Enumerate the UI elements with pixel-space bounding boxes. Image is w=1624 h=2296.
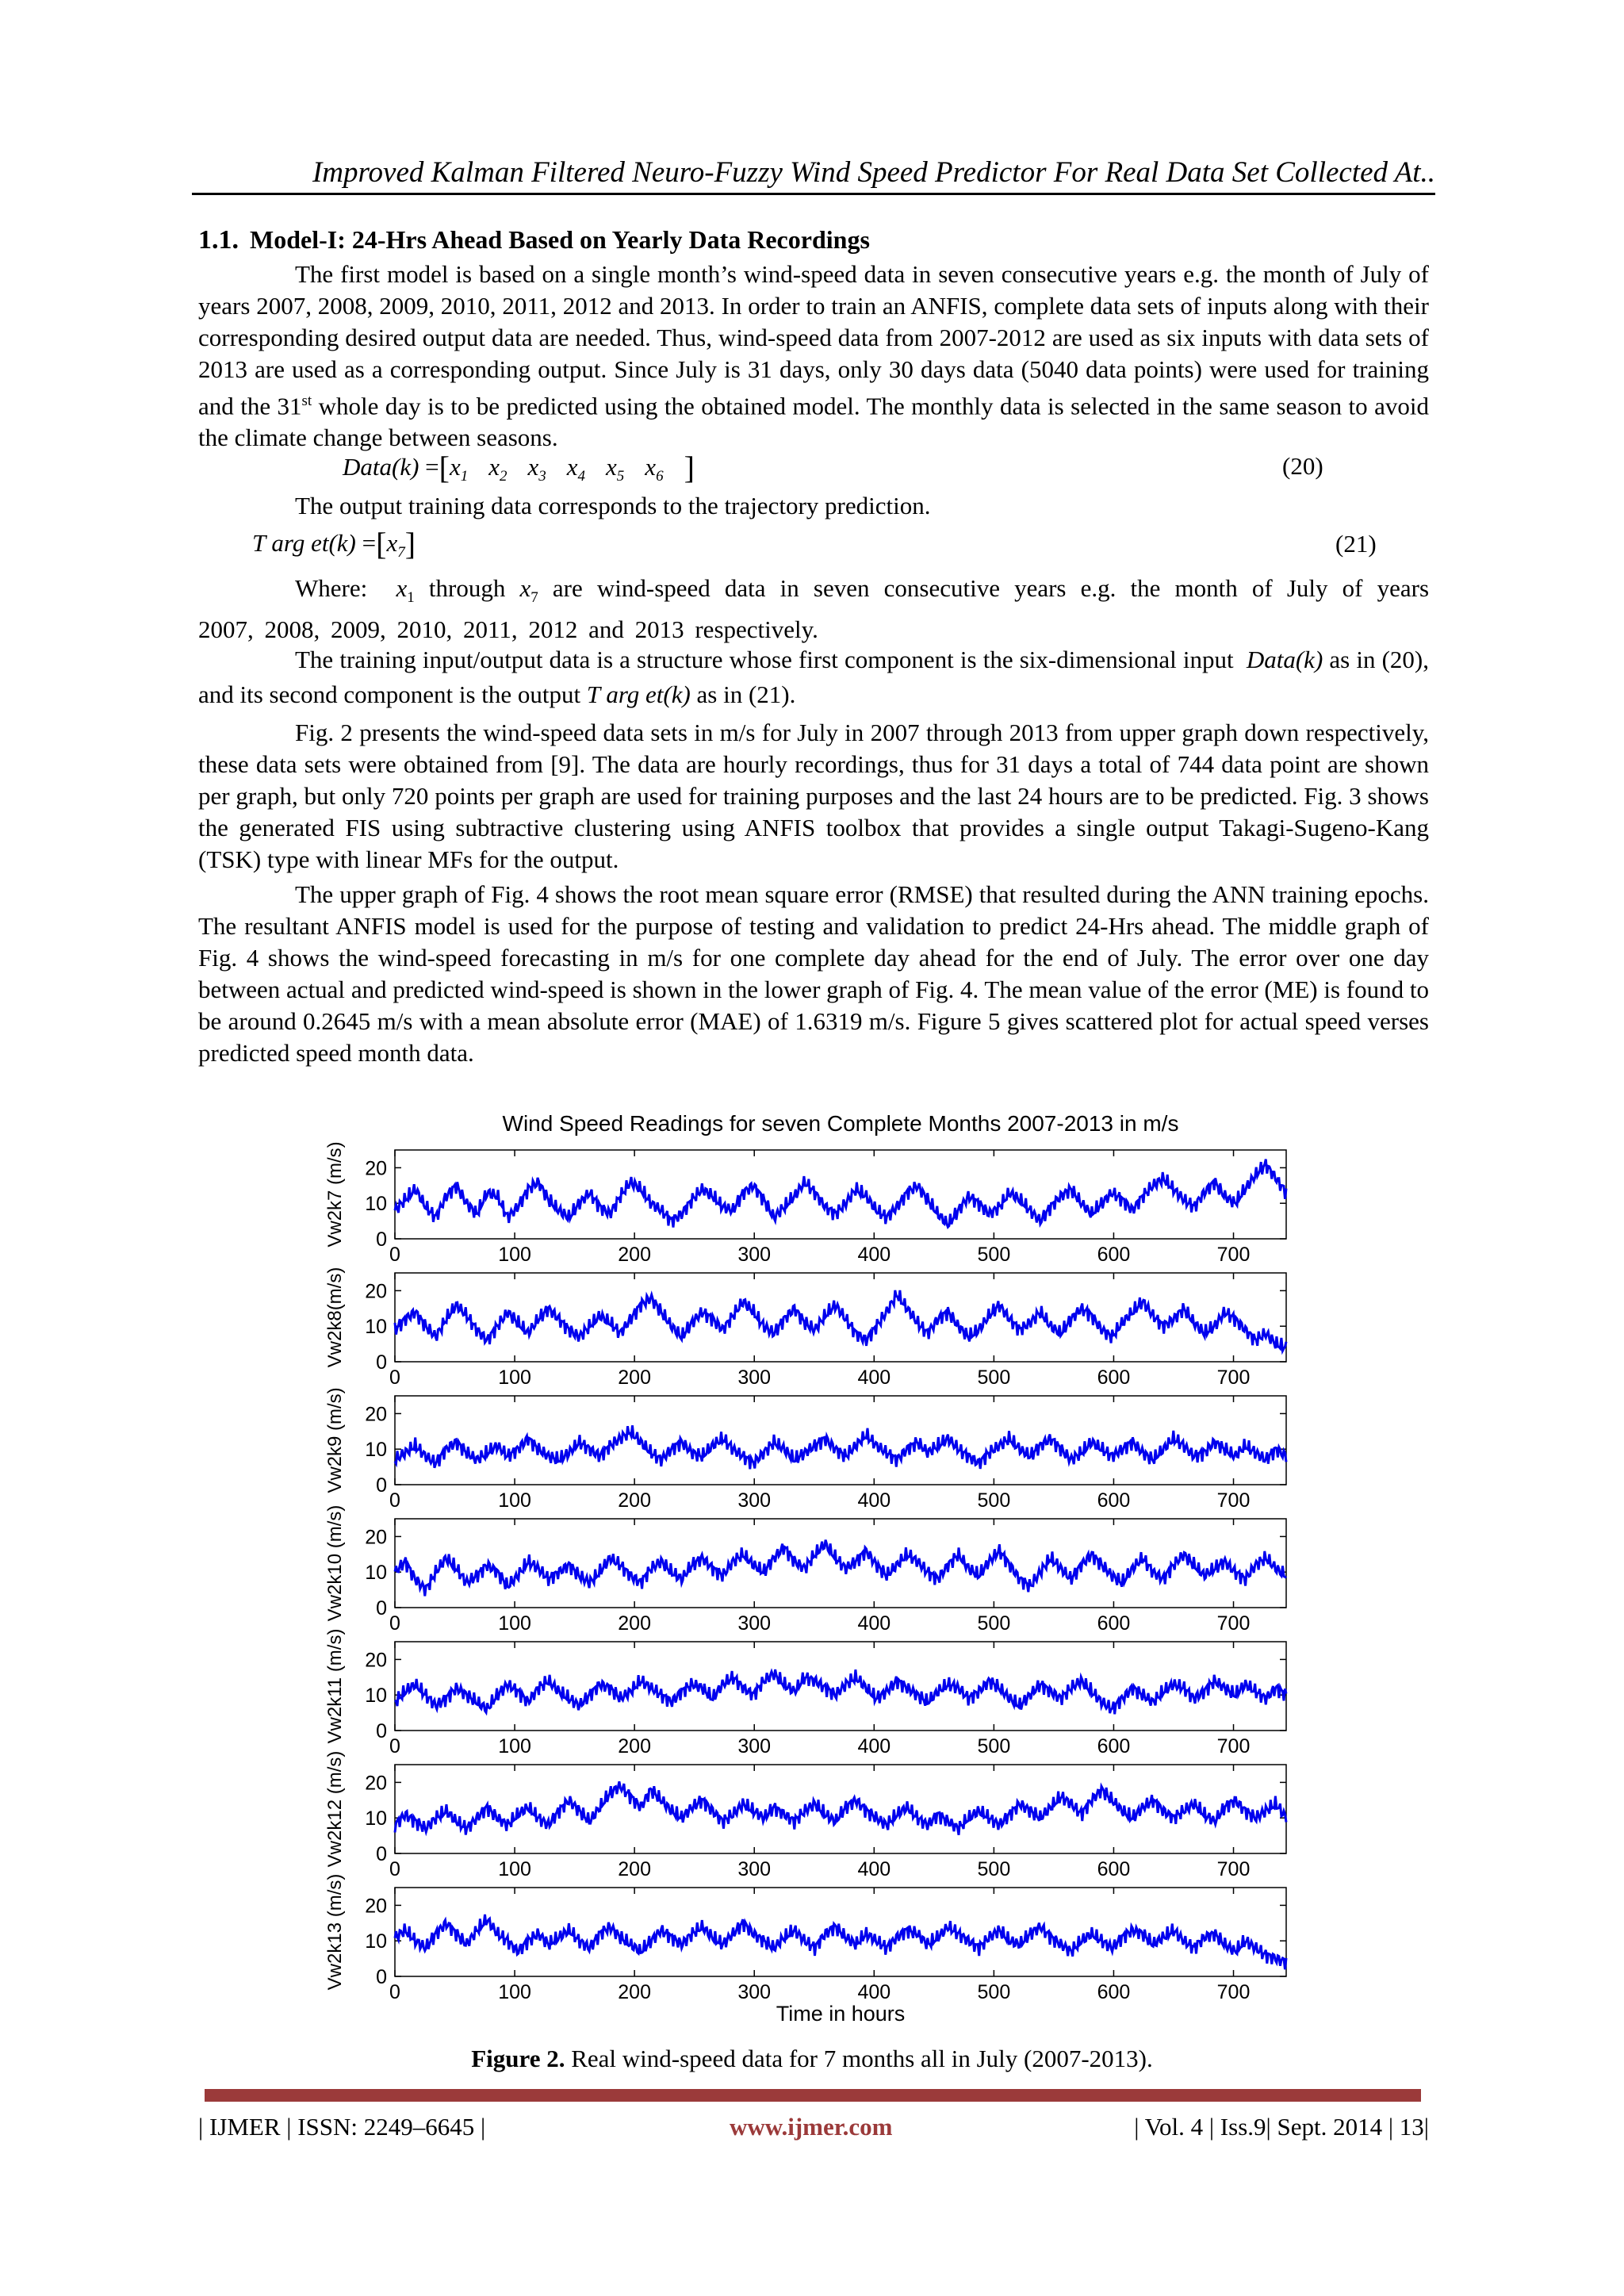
x-tick-label: 700: [1216, 1735, 1251, 1757]
x-tick-label: 0: [389, 1981, 400, 2003]
x-tick-label: 600: [1097, 1244, 1131, 1266]
x-tick-label: 700: [1216, 1366, 1251, 1389]
eq20-var-1: $x_1$: [449, 453, 469, 485]
running-header: Improved Kalman Filtered Neuro-Fuzzy Wind Speed Predictor For Real Data Set Collected At..: [312, 156, 1435, 189]
equation-20-number: (20): [1282, 452, 1323, 480]
x-tick-label: 200: [618, 1244, 652, 1266]
y-tick-label: 0: [376, 1720, 387, 1742]
paragraph-1: [198, 259, 1429, 454]
x-tick-label: 200: [618, 1735, 652, 1757]
x-tick-label: 400: [857, 1858, 891, 1880]
y-tick-label: 0: [376, 1351, 387, 1374]
y-tick-label: 20: [365, 1772, 387, 1795]
paragraph-4: [198, 642, 1429, 712]
series-line: [395, 1425, 1286, 1469]
x-tick-label: 600: [1097, 1735, 1131, 1757]
x-tick-label: 500: [977, 1366, 1011, 1389]
eq20-variables: [449, 453, 684, 485]
x-tick-label: 100: [498, 1735, 531, 1757]
header-rule: [192, 193, 1435, 195]
eq21-lhs: T arg et(k): [252, 529, 356, 557]
x-tick-label: 100: [498, 1366, 531, 1389]
x-tick-label: 200: [618, 1366, 652, 1389]
y-tick-label: 20: [365, 1280, 387, 1303]
x-tick-label: 100: [498, 1858, 531, 1880]
paragraph-3-text-a: Where:: [295, 574, 368, 602]
panel-frame: [395, 1642, 1286, 1731]
figure-2: [317, 1101, 1308, 2037]
y-tick-label: 20: [365, 1403, 387, 1426]
y-axis-label: Vw2k7 (m/s): [324, 1141, 346, 1248]
x-tick-label: 400: [857, 1981, 891, 2003]
y-tick-label: 20: [365, 1649, 387, 1672]
series-line: [395, 1669, 1286, 1714]
eq20-lhs: Data(k): [343, 453, 419, 481]
x-tick-label: 600: [1097, 1858, 1131, 1880]
x-tick-label: 400: [857, 1366, 891, 1389]
panel-frame: [395, 1273, 1286, 1362]
x-tick-label: 500: [977, 1735, 1011, 1757]
x-tick-label: 400: [857, 1489, 891, 1512]
series-line: [395, 1781, 1286, 1835]
section-title: Model-I: 24-Hrs Ahead Based on Yearly Data Recordings: [250, 225, 870, 254]
eq20-var-3: $x_3$: [527, 453, 546, 485]
y-axis-label: Vw2k12 (m/s): [324, 1750, 346, 1868]
y-tick-label: 20: [365, 1157, 387, 1180]
section-heading: [198, 225, 870, 255]
y-tick-label: 10: [365, 1930, 387, 1953]
chart-title: Wind Speed Readings for seven Complete Months 2007-2013 in m/s: [502, 1111, 1179, 1136]
y-tick-label: 10: [365, 1193, 387, 1216]
series-line: [395, 1290, 1286, 1351]
y-axis-label: Vw2k10 (m/s): [324, 1504, 346, 1622]
x-tick-label: 0: [389, 1366, 400, 1389]
series-line: [395, 1540, 1286, 1596]
x-tick-label: 300: [737, 1981, 772, 2003]
data-k: Data(k): [1246, 646, 1323, 673]
y-axis-label: Vw2k11 (m/s): [324, 1628, 346, 1744]
y-axis-label: Vw2k8(m/s): [324, 1267, 346, 1368]
x-tick-label: 600: [1097, 1366, 1131, 1389]
paragraph-3-text-d: 2007, 2008, 2009, 2010, 2011, 2012 and 2013 respectively.: [198, 615, 818, 644]
paragraph-2: The output training data corresponds to the trajectory prediction.: [295, 492, 931, 519]
x-tick-label: 100: [498, 1981, 531, 2003]
x-tick-label: 0: [389, 1489, 400, 1512]
x-tick-label: 600: [1097, 1489, 1131, 1512]
y-axis-label: Vw2k9 (m/s): [324, 1387, 346, 1493]
paragraph-4-text-c: as in (21).: [696, 680, 796, 708]
footer-journal-issn: | IJMER | ISSN: 2249–6645 |: [198, 2113, 486, 2141]
equation-21: T arg $et(k) =[x_7]$: [252, 526, 416, 562]
x-tick-label: 300: [737, 1489, 772, 1512]
x-tick-label: 300: [737, 1735, 772, 1757]
x-tick-label: 300: [737, 1858, 772, 1880]
y-tick-label: 20: [365, 1895, 387, 1918]
x-tick-label: 300: [737, 1612, 772, 1635]
paragraph-3-text-c: are wind-speed data in seven consecutive years e.g. the month of July of years: [552, 574, 1430, 602]
x-tick-label: 200: [618, 1858, 652, 1880]
x-tick-label: 500: [977, 1612, 1011, 1635]
x-tick-label: 0: [389, 1612, 400, 1635]
x-tick-label: 700: [1216, 1858, 1251, 1880]
panel-frame: [395, 1150, 1286, 1239]
paragraph-3-text-b: through: [428, 574, 506, 602]
paragraph-3: [198, 573, 1429, 646]
eq21-var: x: [386, 529, 398, 557]
x-tick-label: 600: [1097, 1612, 1131, 1635]
x-tick-label: 0: [389, 1244, 400, 1266]
paragraph-1-text-a: The first model is based on a single month’s wind-speed data in seven consecutive years e.g. the month of July of years 2007, 2008, 2009, 2010, 2011, 2012 and 2013. In order to train an ANFIS, complete data sets of inputs along with their corresponding desired output data are needed. Thus, wind-speed data from 2007-2012 are used as six inputs with data sets of 2013 are used as a corresponding output. Since July is 31 days, only 30 days data (5040 data points) were used for training and the 31: [198, 260, 1429, 420]
x-tick-label: 200: [618, 1981, 652, 2003]
y-tick-label: 0: [376, 1966, 387, 1988]
x-tick-label: 500: [977, 1858, 1011, 1880]
y-tick-label: 10: [365, 1685, 387, 1708]
paragraph-1-superscript: st: [301, 393, 312, 409]
y-tick-label: 10: [365, 1439, 387, 1462]
x-tick-label: 700: [1216, 1244, 1251, 1266]
x-tick-label: 300: [737, 1244, 772, 1266]
x-tick-label: 0: [389, 1858, 400, 1880]
y-tick-label: 0: [376, 1597, 387, 1619]
x7-sub: 7: [530, 589, 538, 607]
x-tick-label: 300: [737, 1366, 772, 1389]
x-axis-label: Time in hours: [776, 2002, 906, 2026]
x-tick-label: 500: [977, 1981, 1011, 2003]
x-tick-label: 100: [498, 1244, 531, 1266]
y-tick-label: 0: [376, 1474, 387, 1497]
paragraph-1-text-b: whole day is to be predicted using the obtained model. The monthly data is selected in the same season to avoid the climate change between seasons.: [198, 392, 1429, 452]
x-tick-label: 400: [857, 1735, 891, 1757]
eq20-var-5: $x_5$: [606, 453, 625, 485]
x-tick-label: 500: [977, 1489, 1011, 1512]
equation-21-number: (21): [1335, 530, 1377, 558]
x-tick-label: 700: [1216, 1612, 1251, 1635]
eq20-var-4: $x_4$: [566, 453, 586, 485]
x-tick-label: 700: [1216, 1981, 1251, 2003]
x-tick-label: 600: [1097, 1981, 1131, 2003]
x-tick-label: 100: [498, 1612, 531, 1635]
x-tick-label: 0: [389, 1735, 400, 1757]
footer-rule: [205, 2089, 1421, 2102]
figure-caption-text: Real wind-speed data for 7 months all in July (2007-2013).: [565, 2045, 1153, 2072]
y-tick-label: 0: [376, 1228, 387, 1251]
paragraph-5: Fig. 2 presents the wind-speed data sets in m/s for July in 2007 through 2013 from upper graph down respectively, these data sets were obtained from [9]. The data are hourly recordings, thus for 31 days a total of 744 data point are shown per graph, but only 720 points per graph are used for training purposes and the last 24 hours are to be predicted. Fig. 3 shows the generated FIS using subtractive clustering using ANFIS toolbox that provides a single output Takagi-Sugeno-Kang (TSK) type with linear MFs for the output.: [198, 719, 1429, 873]
x-tick-label: 100: [498, 1489, 531, 1512]
y-tick-label: 0: [376, 1843, 387, 1865]
y-tick-label: 10: [365, 1316, 387, 1339]
eq21-sub: 7: [397, 544, 405, 562]
equation-20: Data(k) $=[x_1$ $x_2$ $x_3$ $x_4$ $x_5$ $x_6$ ]: [343, 450, 695, 485]
figure-caption: [0, 2045, 1624, 2073]
eq20-var-2: $x_2$: [488, 453, 508, 485]
x-tick-label: 200: [618, 1489, 652, 1512]
footer-volume-page: | Vol. 4 | Iss.9| Sept. 2014 | 13|: [1134, 2113, 1429, 2141]
section-number: 1.1.: [198, 225, 239, 255]
y-tick-label: 10: [365, 1807, 387, 1830]
x7-var: x: [519, 574, 531, 602]
wind-speed-chart: [317, 1101, 1308, 2037]
y-axis-label: Vw2k13 (m/s): [324, 1873, 346, 1991]
paragraph-4-text-b: as in (20), and its second component is the output: [198, 646, 1429, 708]
y-tick-label: 10: [365, 1562, 387, 1585]
paragraph-6: The upper graph of Fig. 4 shows the root mean square error (RMSE) that resulted during the ANN training epochs. The resultant ANFIS model is used for the purpose of testing and validation to predict 24-Hrs ahead. The middle graph of Fig. 4 shows the wind-speed forecasting in m/s for one complete day ahead for the end of July. The error over one day between actual and predicted wind-speed is shown in the lower graph of Fig. 4. The mean value of the error (ME) is found to be around 0.2645 m/s with a mean absolute error (MAE) of 1.6319 m/s. Figure 5 gives scattered plot for actual speed verses predicted speed month data.: [198, 880, 1429, 1067]
x-tick-label: 400: [857, 1612, 891, 1635]
paragraph-4-text-a: The training input/output data is a structure whose first component is the six-dimensional input: [295, 646, 1234, 673]
footer-website-link[interactable]: www.ijmer.com: [730, 2113, 893, 2141]
target-k: T arg et(k): [586, 680, 691, 708]
x-tick-label: 700: [1216, 1489, 1251, 1512]
x-tick-label: 200: [618, 1612, 652, 1635]
y-tick-label: 20: [365, 1526, 387, 1549]
figure-caption-label: Figure 2.: [471, 2045, 565, 2072]
x-tick-label: 400: [857, 1244, 891, 1266]
x1-sub: 1: [407, 589, 415, 607]
eq20-var-6: $x_6$: [645, 453, 664, 485]
x-tick-label: 500: [977, 1244, 1011, 1266]
x1-var: x: [396, 574, 408, 602]
series-line: [395, 1159, 1286, 1228]
series-line: [395, 1915, 1286, 1969]
